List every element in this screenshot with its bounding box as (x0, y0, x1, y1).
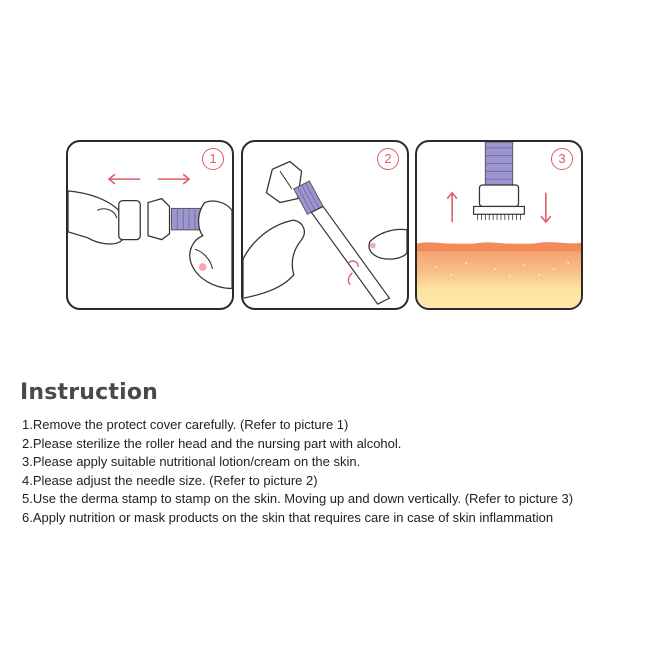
picture-1-panel (66, 140, 234, 310)
horizontal-arrows-icon (109, 174, 189, 184)
instruction-step: 2.Please sterilize the roller head and the nursing part with alcohol. (22, 435, 402, 451)
instruction-step: 3.Please apply suitable nutritional lotion/cream on the skin. (22, 454, 361, 469)
picture-2-panel (241, 140, 409, 310)
picture-number-badge: 1 (202, 148, 224, 170)
instruction-step: 6.Apply nutrition or mask products on the skin that requires care in case of skin inflammation (22, 509, 554, 525)
instruction-step: 4.Please adjust the needle size. (Refer to picture 2) (22, 472, 318, 488)
picture-3-panel (415, 140, 583, 310)
instruction-list (22, 416, 573, 527)
picture-number-badge: 3 (551, 148, 573, 170)
picture-number-badge: 2 (377, 148, 399, 170)
instruction-step: 5.Use the derma stamp to stamp on the skin. Moving up and down vertically. (Refer to picture 3) (22, 491, 574, 506)
instruction-step: 1.Remove the protect cover carefully. (Refer to picture 1) (22, 417, 349, 432)
instruction-title: Instruction (20, 380, 159, 405)
